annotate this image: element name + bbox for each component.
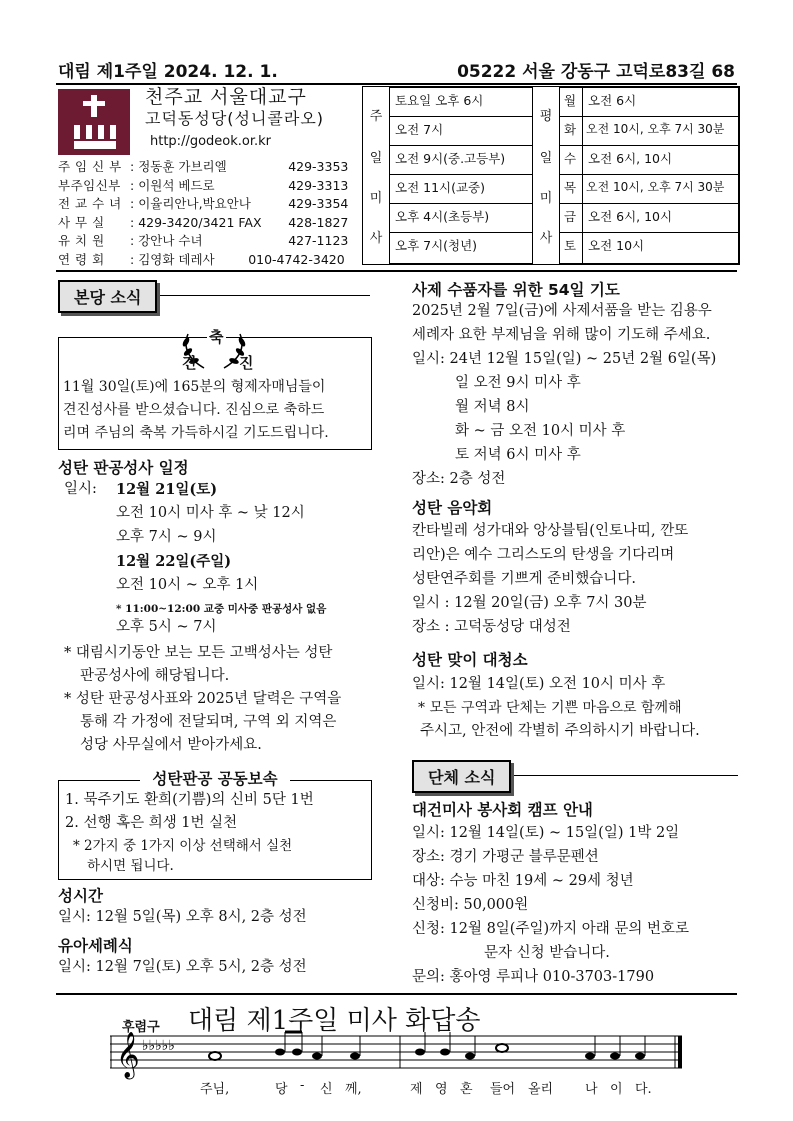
sunday-mass-time: 오전 7시 <box>389 116 533 146</box>
lyric-syllable: 당 <box>275 1082 288 1097</box>
camp-line: 문의: 홍아영 루피나 010-3703-1790 <box>412 969 655 985</box>
lyric-syllable: 이 <box>610 1082 623 1097</box>
holy-hour-line: 일시: 12월 5일(목) 오후 8시, 2층 성전 <box>58 909 307 925</box>
sunday-mass-time: 토요일 오후 6시 <box>389 87 533 117</box>
confession-note-line: * 대림시기동안 보는 모든 고백성사는 성탄 <box>64 645 333 661</box>
refrain-label: 후렴구 <box>122 1020 160 1035</box>
penance-title: 성탄판공 공동보속 <box>140 770 289 788</box>
confession-day2: 12월 22일(주일) <box>116 553 232 570</box>
confession-time: 오전 10시 미사 후 ~ 낮 12시 <box>116 505 305 521</box>
mass-schedule-table <box>362 86 740 265</box>
confession-time: 오전 10시 ~ 오후 1시 <box>116 577 259 593</box>
weekday-name: 화 <box>559 116 583 146</box>
staff-row: 주 임 신 부 : 정동훈 가브리엘 429-3353 <box>58 158 348 177</box>
staff-role: 전 교 수 녀 <box>58 196 122 211</box>
prayer54-line: 장소: 2층 성전 <box>412 471 506 487</box>
camp-line: 일시: 12월 14일(토) ~ 15일(일) 1박 2일 <box>412 825 680 841</box>
lyrics-row <box>0 1078 793 1098</box>
sunday-mass-time: 오후 4시(초등부) <box>389 203 533 233</box>
lyric-syllable: 다. <box>635 1082 652 1097</box>
weekday-name: 월 <box>559 87 583 117</box>
confession-note: * 11:00~12:00 교중 미사중 판공성사 없음 <box>116 603 327 615</box>
camp-line: 장소: 경기 가평군 블루문펜션 <box>412 849 599 865</box>
prayer54-line: 일 오전 9시 미사 후 <box>455 375 581 391</box>
staff-row: 사 무 실 : 429-3420/3421 FAX 428-1827 <box>58 214 348 233</box>
cleaning-line: * 모든 구역과 단체는 기쁜 마음으로 함께해 <box>418 700 682 716</box>
sunday-mass-time: 오전 11시(교중) <box>389 174 533 204</box>
weekday-name: 수 <box>559 145 583 175</box>
infant-baptism-title: 유아세례식 <box>58 937 133 955</box>
penance-line: 하시면 됩니다. <box>87 858 174 874</box>
concert-title: 성탄 음악회 <box>412 499 493 517</box>
congrats-line: 리며 주님의 축복 가득하시길 기도드립니다. <box>63 425 329 441</box>
cleaning-line: 일시: 12월 14일(토) 오전 10시 미사 후 <box>412 676 666 692</box>
lyric-syllable: 들어 <box>490 1082 516 1097</box>
bulletin-date: 대림 제1주일 2024. 12. 1. <box>58 62 278 82</box>
staff-row: 전 교 수 녀 : 이율리안나,박요안나 429-3354 <box>58 195 348 214</box>
penance-line: 1. 묵주기도 환희(기쁨)의 신비 5단 1번 <box>65 792 314 808</box>
prayer54-line: 토 저녁 6시 미사 후 <box>455 447 581 463</box>
section-title-group-news: 단체 소식 <box>412 760 511 793</box>
staff-phone: 429-3353 <box>288 159 349 174</box>
staff-row: 유 치 원 : 강안나 수녀 427-1123 <box>58 232 348 251</box>
staff-name: 강안나 수녀 <box>138 233 203 248</box>
sunday-mass-time: 오전 9시(중.고등부) <box>389 145 533 175</box>
staff-name: 429-3420/3421 FAX <box>138 214 262 230</box>
prayer54-line: 일시: 24년 12월 15일(일) ~ 25년 2월 6일(목) <box>412 351 717 367</box>
prayer54-line: 화 ~ 금 오전 10시 미사 후 <box>455 423 626 439</box>
staff-row: 부주임신부 : 이원석 베드로 429-3313 <box>58 177 348 196</box>
psalm-title: 대림 제1주일 미사 화답송 <box>188 1006 481 1036</box>
congrats-title-b: 진 <box>239 354 254 372</box>
lyric-syllable: 나 <box>585 1082 598 1097</box>
camp-line: 대상: 수능 마친 19세 ~ 29세 청년 <box>412 873 634 889</box>
staff-name: 이원석 베드로 <box>138 177 215 193</box>
weekday-mass-time: 오전 10시, 오후 7시 30분 <box>582 116 739 146</box>
weekday-mass-label-3: 미 <box>539 191 553 206</box>
weekday-name: 토 <box>559 232 583 264</box>
prayer54-line: 월 저녁 8시 <box>455 399 530 415</box>
concert-line: 리안)은 예수 그리스도의 탄생을 기다리며 <box>412 547 675 563</box>
camp-line: 신청: 12월 8일(주일)까지 아래 문의 번호로 <box>412 921 690 937</box>
staff-name: 이율리안나,박요안나 <box>138 196 251 211</box>
svg-text:♭♭♭♭♭: ♭♭♭♭♭ <box>142 1038 176 1054</box>
confession-day1: 12월 21일(토) <box>116 481 218 498</box>
header-divider <box>56 83 737 85</box>
lyric-syllable: 영 <box>435 1082 448 1097</box>
church-name-line2: 고덕동성당(성니콜라오) <box>145 109 325 128</box>
camp-line: 신청비: 50,000원 <box>412 897 529 913</box>
staff-role: 유 치 원 <box>58 233 105 248</box>
lyric-syllable: 신 <box>320 1082 333 1097</box>
lyric-syllable: 올리 <box>528 1082 554 1097</box>
music-staff <box>110 1030 685 1085</box>
congrats-line: 견진성사를 받으셨습니다. 진심으로 축하드 <box>63 402 325 418</box>
church-url-link[interactable]: http://godeok.or.kr <box>150 134 272 149</box>
congrats-line: 11월 30일(토)에 165분의 형제자매님들이 <box>63 379 326 395</box>
staff-role: 주 임 신 부 <box>58 159 122 174</box>
staff-role: 사 무 실 <box>58 214 105 230</box>
confession-time: 오후 5시 ~ 7시 <box>116 619 217 635</box>
staff-phone: 428-1827 <box>288 214 349 230</box>
sunday-mass-label-1: 주 <box>369 109 383 124</box>
staff-row: 연 령 회 : 김영화 데레사 010-4742-3420 <box>58 251 348 270</box>
concert-line: 성탄연주회를 기쁘게 준비했습니다. <box>412 571 636 587</box>
staff-phone: 429-3354 <box>288 196 349 211</box>
cleaning-title: 성탄 맞이 대청소 <box>412 651 528 669</box>
weekday-name: 목 <box>559 174 583 204</box>
staff-name: 정동훈 가브리엘 <box>138 159 227 174</box>
confession-note-line: * 성탄 판공성사표와 2025년 달력은 구역을 <box>64 691 342 707</box>
weekday-mass-time: 오전 6시, 10시 <box>582 145 739 175</box>
sunday-mass-label-2: 일 <box>369 151 383 166</box>
concert-line: 칸타빌레 성가대와 앙상블팀(인토나띠, 깐또 <box>412 523 689 539</box>
lyric-syllable: 제 <box>410 1082 423 1097</box>
concert-line: 일시 : 12월 20일(금) 오후 7시 30분 <box>412 595 647 611</box>
staff-phone: 010-4742-3420 <box>248 251 345 267</box>
confession-note-line: 통해 각 가정에 전달되며, 구역 외 지역은 <box>80 714 337 730</box>
weekday-mass-time: 오전 6시, 10시 <box>582 203 739 233</box>
weekday-mass-label-4: 사 <box>539 231 553 246</box>
congrats-text <box>63 376 329 445</box>
staff-role: 부주임신부 <box>58 177 121 193</box>
cleaning-line: 주시고, 안전에 각별히 주의하시기 바랍니다. <box>420 723 700 739</box>
weekday-mass-time: 오전 10시, 오후 7시 30분 <box>582 174 739 204</box>
penance-line: 2. 선행 혹은 희생 1번 실천 <box>65 815 238 831</box>
lyric-syllable: 혼 <box>460 1082 473 1097</box>
confession-date-label: 일시: <box>64 481 97 497</box>
confession-title: 성탄 판공성사 일정 <box>58 459 189 477</box>
confession-note-line: 판공성사에 해당됩니다. <box>80 668 230 684</box>
weekday-mass-label-2: 일 <box>539 151 553 166</box>
lyric-syllable: 주님, <box>200 1082 230 1097</box>
staff-role: 연 령 회 <box>58 251 105 267</box>
prayer54-title: 사제 수품자를 위한 54일 기도 <box>412 281 620 299</box>
header-bottom-divider <box>56 270 737 272</box>
lyric-syllable: - <box>300 1078 305 1093</box>
congrats-badge: 축 <box>209 328 224 346</box>
concert-line: 장소 : 고덕동성당 대성전 <box>412 619 571 635</box>
treble-clef-icon: 𝄞 <box>116 1032 140 1078</box>
weekday-name: 금 <box>559 203 583 233</box>
confirmation-congrats-box <box>58 328 372 450</box>
confession-time: 오후 7시 ~ 9시 <box>116 529 217 545</box>
church-name <box>145 86 324 130</box>
lyric-syllable: 께, <box>345 1082 362 1097</box>
section-title-parish-news: 본당 소식 <box>58 280 157 313</box>
camp-line: 문자 신청 받습니다. <box>484 945 610 961</box>
church-name-line1: 천주교 서울대교구 <box>145 86 307 108</box>
staff-list <box>58 158 348 269</box>
prayer54-line: 2025년 2월 7일(금)에 사제서품을 받는 김용우 <box>412 303 712 319</box>
penance-box <box>58 770 372 880</box>
staff-name: 김영화 데레사 <box>138 251 215 267</box>
weekday-mass-time: 오전 10시 <box>582 232 739 264</box>
confession-note-line: 성당 사무실에서 받아가세요. <box>80 737 262 753</box>
sunday-mass-time: 오후 7시(청년) <box>389 232 533 264</box>
sunday-mass-label-3: 미 <box>369 191 383 206</box>
penance-line: * 2가지 중 1가지 이상 선택해서 실천 <box>73 838 293 854</box>
camp-title: 대건미사 봉사회 캠프 안내 <box>412 801 593 819</box>
church-address: 05222 서울 강동구 고덕로83길 68 <box>457 62 735 82</box>
infant-baptism-line: 일시: 12월 7일(토) 오후 5시, 2층 성전 <box>58 959 307 975</box>
weekday-mass-time: 오전 6시 <box>582 87 739 117</box>
footer-divider <box>56 993 737 995</box>
penance-title-wrap <box>59 767 371 789</box>
church-logo <box>58 89 130 155</box>
staff-phone: 429-3313 <box>288 177 349 193</box>
sunday-mass-label-4: 사 <box>369 231 383 246</box>
prayer54-line: 세례자 요한 부제님을 위해 많이 기도해 주세요. <box>412 327 711 343</box>
holy-hour-title: 성시간 <box>58 887 103 905</box>
staff-phone: 427-1123 <box>288 233 349 248</box>
weekday-mass-label-1: 평 <box>539 109 553 124</box>
congrats-title-a: 견 <box>182 354 197 372</box>
